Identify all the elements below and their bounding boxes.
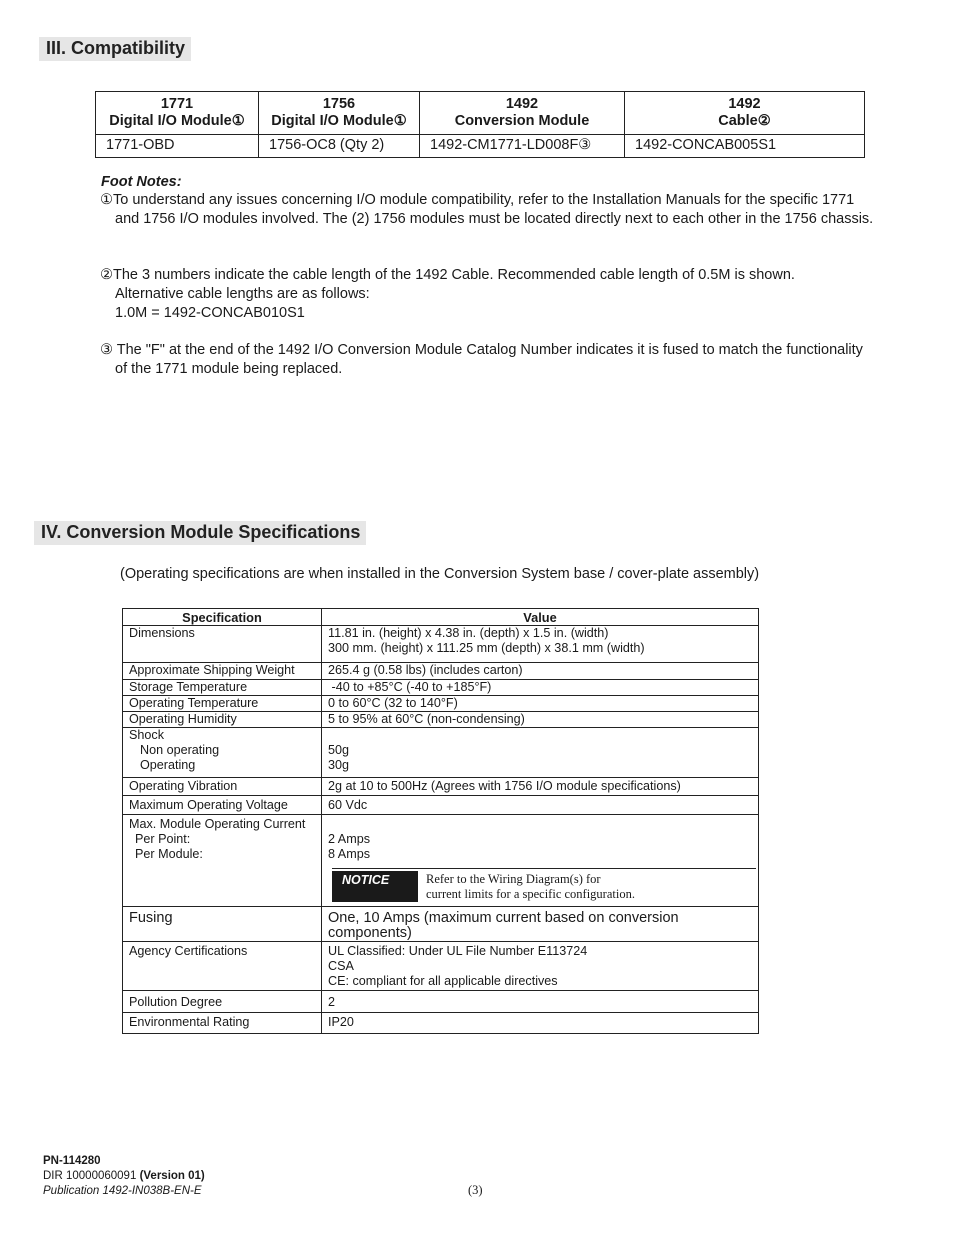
spec-value: IP20 [322, 1013, 759, 1034]
spec-label: Dimensions [123, 626, 322, 663]
spec-label: Agency Certifications [123, 942, 322, 991]
spec-value: 2 [322, 991, 759, 1013]
page-number: (3) [468, 1183, 483, 1197]
footer-publication: Publication 1492-IN038B-EN-E [43, 1185, 202, 1197]
spec-label: Shock Non operating Operating [123, 728, 322, 778]
compatibility-table [95, 91, 865, 158]
table-row [123, 712, 759, 728]
spec-label: Maximum Operating Voltage [123, 796, 322, 815]
spec-value: 2 Amps 8 Amps NOTICE Refer to the Wiring Diagram(s) for current limits for a specific configuration. [322, 815, 759, 907]
table-cell: 1756-OC8 (Qty 2) [259, 135, 420, 158]
table-header: 1771 Digital I/O Module① [96, 92, 259, 135]
footnote-3: ③ The "F" at the end of the 1492 I/O Conversion Module Catalog Number indicates it is fused to match the functionality of the 1771 module being replaced. [100, 342, 863, 377]
spec-value: 11.81 in. (height) x 4.38 in. (depth) x 1.5 in. (width) 300 mm. (height) x 111.25 mm (depth) x 38.1 mm (width) [322, 626, 759, 663]
spec-label: Operating Vibration [123, 778, 322, 796]
table-row [123, 728, 759, 778]
footer-part-number: PN-114280 [43, 1155, 101, 1167]
footer-dir: DIR 10000060091 (Version 01) [43, 1170, 205, 1182]
notice-badge: NOTICE [332, 871, 418, 902]
specifications-table [122, 608, 759, 1034]
spec-label: Pollution Degree [123, 991, 322, 1013]
spec-label: Max. Module Operating Current Per Point: Per Module: [123, 815, 322, 907]
spec-value: 5 to 95% at 60°C (non-condensing) [322, 712, 759, 728]
spec-label: Approximate Shipping Weight [123, 663, 322, 680]
notice-box [332, 868, 756, 902]
section-heading-specifications: IV. Conversion Module Specifications [34, 521, 366, 545]
table-row [123, 1013, 759, 1034]
spec-label: Environmental Rating [123, 1013, 322, 1034]
table-row [123, 907, 759, 942]
table-row [123, 626, 759, 663]
table-cell: 1492-CONCAB005S1 [625, 135, 865, 158]
spec-value: UL Classified: Under UL File Number E113724 CSA CE: compliant for all applicable directives [322, 942, 759, 991]
table-row [123, 796, 759, 815]
table-row [96, 135, 865, 158]
footnotes-title: Foot Notes: [101, 174, 182, 190]
table-cell: 1492-CM1771-LD008F③ [420, 135, 625, 158]
notice-text: Refer to the Wiring Diagram(s) for current limits for a specific configuration. [426, 872, 635, 901]
spec-label: Operating Humidity [123, 712, 322, 728]
table-row [123, 815, 759, 907]
table-row [123, 696, 759, 712]
table-row [123, 778, 759, 796]
table-header: 1492 Conversion Module [420, 92, 625, 135]
spec-value: 265.4 g (0.58 lbs) (includes carton) [322, 663, 759, 680]
spec-value: 0 to 60°C (32 to 140°F) [322, 696, 759, 712]
section-heading-compatibility: III. Compatibility [39, 37, 191, 61]
table-header-row [96, 92, 865, 135]
operating-note: (Operating specifications are when installed in the Conversion System base / cover-plate assembly) [120, 566, 760, 582]
footnote-1: ①To understand any issues concerning I/O module compatibility, refer to the Installation Manuals for the specific 1771 and 1756 I/O modules involved. The (2) 1756 modules must be located directly next to each other in the 1756 chassis. [100, 192, 874, 227]
spec-value: 50g 30g [322, 728, 759, 778]
table-row [123, 942, 759, 991]
table-cell: 1771-OBD [96, 135, 259, 158]
spec-label: Operating Temperature [123, 696, 322, 712]
spec-value: One, 10 Amps (maximum current based on conversion components) [322, 907, 759, 942]
table-header: 1492 Cable② [625, 92, 865, 135]
table-row [123, 663, 759, 680]
table-header-row [123, 609, 759, 626]
spec-value: 2g at 10 to 500Hz (Agrees with 1756 I/O module specifications) [322, 778, 759, 796]
table-header: Value [322, 609, 759, 626]
spec-label: Fusing [123, 907, 322, 942]
footnote-2: ②The 3 numbers indicate the cable length of the 1492 Cable. Recommended cable length of 0.5M is shown. Alternative cable lengths are as follows: 1.0M = 1492-CONCAB010S1 [100, 267, 795, 321]
spec-value: -40 to +85°C (-40 to +185°F) [322, 680, 759, 696]
table-header: 1756 Digital I/O Module① [259, 92, 420, 135]
table-row [123, 991, 759, 1013]
table-header: Specification [123, 609, 322, 626]
spec-value: 60 Vdc [322, 796, 759, 815]
table-row [123, 680, 759, 696]
spec-label: Storage Temperature [123, 680, 322, 696]
